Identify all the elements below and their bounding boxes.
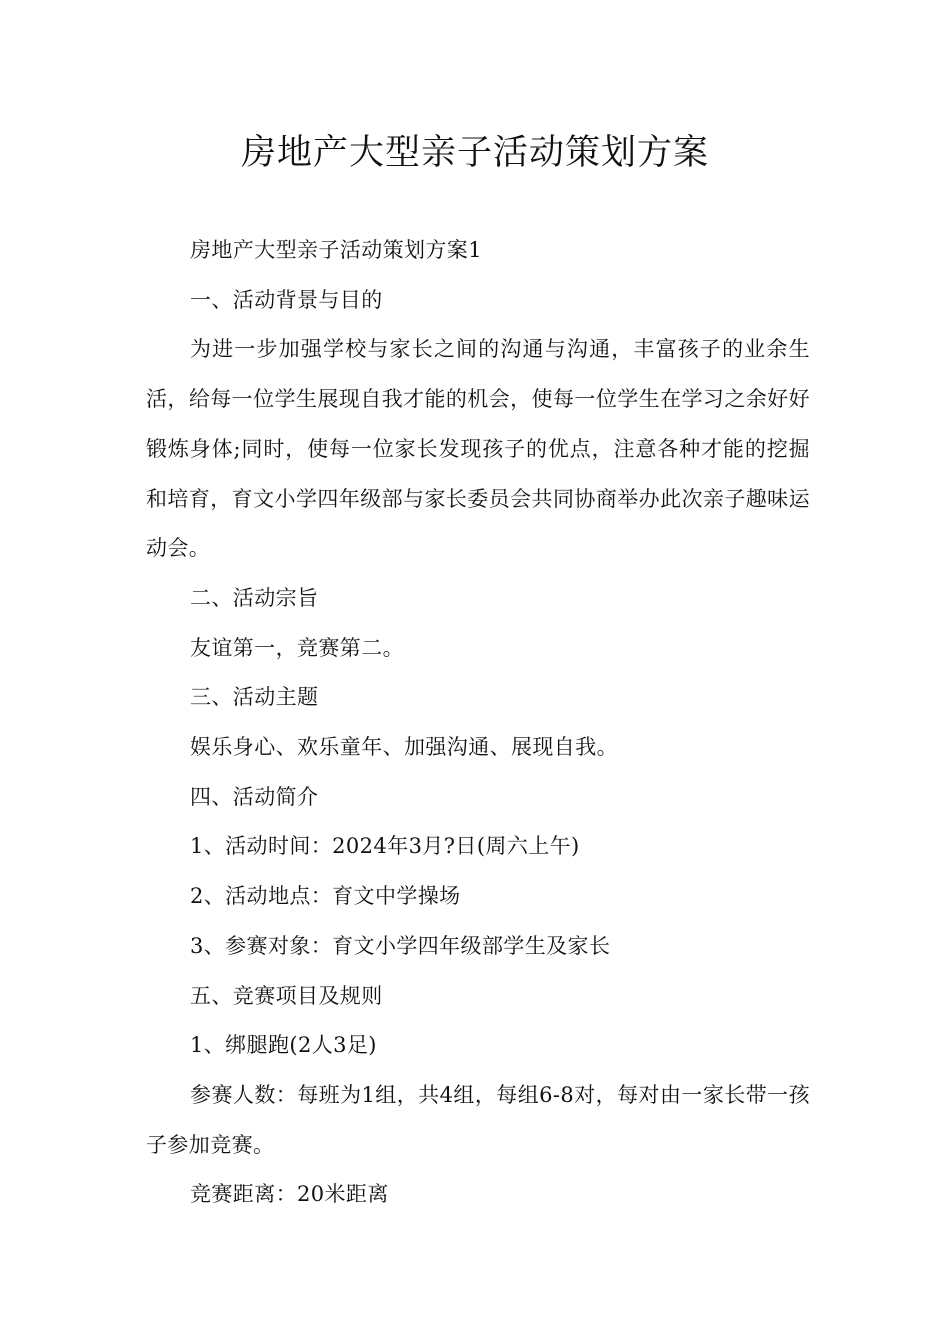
body-paragraph: 友谊第一，竞赛第二。	[190, 635, 404, 660]
section-heading: 四、活动简介	[190, 784, 319, 809]
list-item: 1、活动时间：2024年3月?日(周六上午)	[190, 834, 580, 859]
section-heading: 二、活动宗旨	[190, 585, 319, 610]
section-heading: 房地产大型亲子活动策划方案1	[190, 238, 482, 262]
document-title: 房地产大型亲子活动策划方案	[240, 133, 709, 173]
list-item: 2、活动地点：育文中学操场	[190, 884, 461, 909]
body-paragraph: 为进一步加强学校与家长之间的沟通与沟通，丰富孩子的业余生活，给每一位学生展现自我才能的机会，使每一位学生在学习之余好好锻炼身体;同时，使每一位家长发现孩子的优点，注意各种才能的挖掘和培育，育文小学四年级部与家长委员会共同协商举办此次亲子趣味运动会。	[146, 337, 810, 561]
body-paragraph: 参赛人数：每班为1组，共4组，每组6-8对，每对由一家长带一孩子参加竞赛。	[146, 1082, 810, 1157]
list-item: 1、绑腿跑(2人3足)	[190, 1033, 377, 1058]
body-paragraph: 娱乐身心、欢乐童年、加强沟通、展现自我。	[190, 735, 618, 760]
document-body	[146, 226, 810, 1220]
section-heading: 五、竞赛项目及规则	[190, 983, 383, 1008]
section-heading: 一、活动背景与目的	[190, 287, 383, 312]
list-item: 3、参赛对象：育文小学四年级部学生及家长	[190, 933, 611, 958]
body-paragraph: 竞赛距离：20米距离	[190, 1182, 389, 1207]
section-heading: 三、活动主题	[190, 685, 319, 710]
